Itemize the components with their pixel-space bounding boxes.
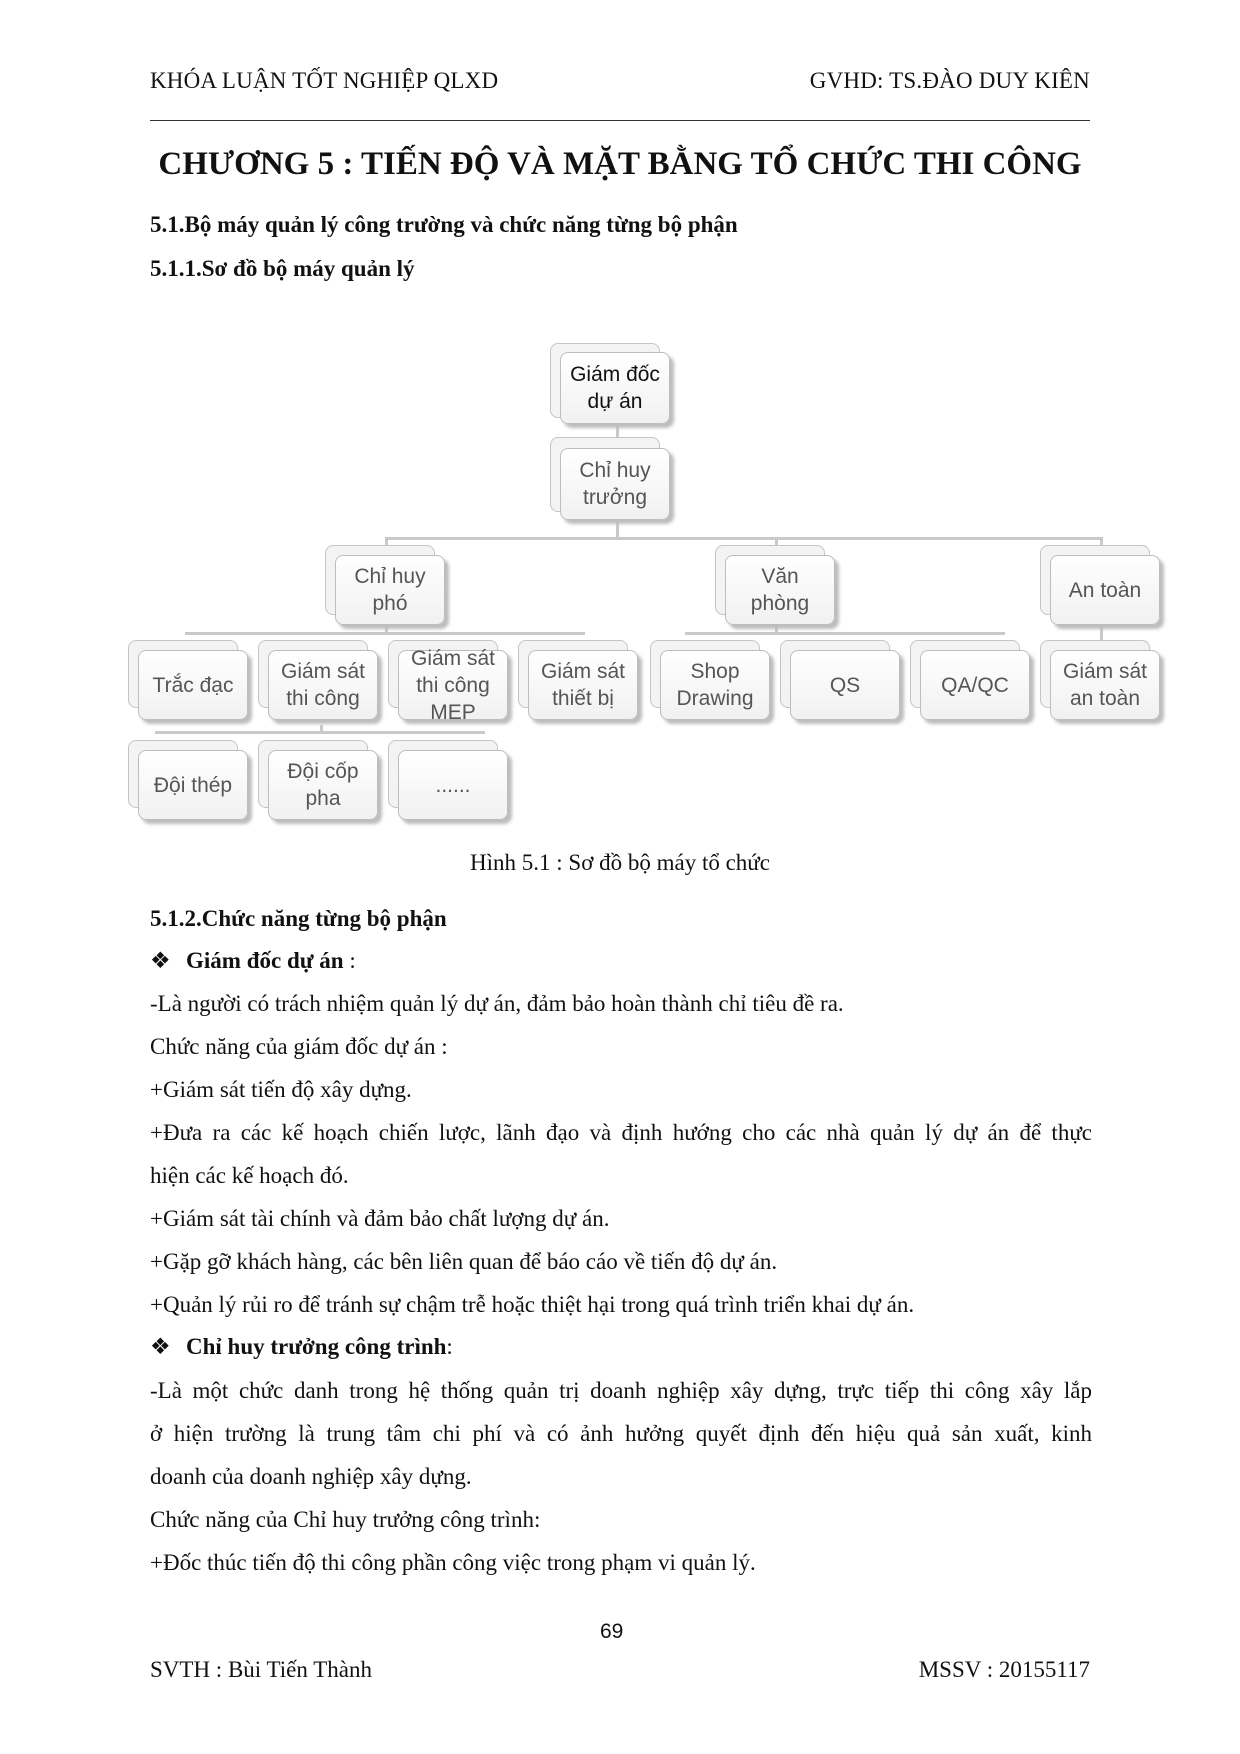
org-box-safety: An toàn — [1050, 555, 1160, 625]
org-box-equipment-supervisor: Giám sát thiết bị — [528, 650, 638, 720]
org-box-qa-qc: QA/QC — [920, 650, 1030, 720]
org-box-mep-supervisor: Giám sát thi công MEP — [398, 650, 508, 720]
connector-line — [385, 537, 1103, 540]
director-function-item-cont: hiện các kế hoạch đó. — [150, 1163, 349, 1188]
footer-right: MSSV : 20155117 — [918, 1657, 1090, 1682]
org-box-office: Văn phòng — [725, 555, 835, 625]
commander-description: ở hiện trường là trung tâm chi phí và có ảnh hưởng quyết định đến hiệu quả sản xuất, kinh — [150, 1421, 1092, 1446]
director-function-item: +Quản lý rủi ro để tránh sự chậm trễ hoặc thiệt hại trong quá trình triển khai dự án. — [150, 1292, 915, 1317]
org-box-construction-supervisor: Giám sát thi công — [268, 650, 378, 720]
section-5-1-heading: 5.1.Bộ máy quản lý công trường và chức năng từng bộ phận — [150, 212, 738, 237]
diamond-bullet-icon: ❖ — [150, 1334, 171, 1359]
org-box-qs: QS — [790, 650, 900, 720]
director-heading: Giám đốc dự án — [186, 948, 344, 973]
commander-description: -Là một chức danh trong hệ thống quản trị doanh nghiệp xây dựng, trực tiếp thi công xây lắp — [150, 1378, 1092, 1403]
connector-line — [685, 632, 1005, 635]
connector-line — [185, 632, 585, 635]
org-box-safety-supervisor: Giám sát an toàn — [1050, 650, 1160, 720]
header-left: KHÓA LUẬN TỐT NGHIỆP QLXD — [150, 68, 499, 93]
org-box-formwork-team: Đội cốp pha — [268, 750, 378, 820]
commander-heading: Chỉ huy trưởng công trình — [186, 1334, 447, 1359]
org-box-deputy-commander: Chỉ huy phó — [335, 555, 445, 625]
section-5-1-1-heading: 5.1.1.Sơ đồ bộ máy quản lý — [150, 256, 415, 281]
connector-line — [616, 520, 619, 538]
page-number: 69 — [600, 1620, 624, 1643]
org-chart — [0, 0, 1240, 840]
header-right: GVHD: TS.ĐÀO DUY KIÊN — [809, 68, 1090, 93]
org-box-surveying: Trắc đạc — [138, 650, 248, 720]
figure-caption: Hình 5.1 : Sơ đồ bộ máy tổ chức — [470, 850, 770, 875]
org-box-shop-drawing: Shop Drawing — [660, 650, 770, 720]
section-5-1-2-heading: 5.1.2.Chức năng từng bộ phận — [150, 906, 447, 931]
commander-functions-title: Chức năng của Chỉ huy trưởng công trình: — [150, 1507, 541, 1532]
diamond-bullet-icon: ❖ — [150, 948, 171, 973]
heading-suffix: : — [446, 1334, 453, 1359]
commander-description: doanh của doanh nghiệp xây dựng. — [150, 1464, 472, 1489]
director-function-item: +Giám sát tiến độ xây dựng. — [150, 1077, 412, 1102]
chapter-title: CHƯƠNG 5 : TIẾN ĐỘ VÀ MẶT BẰNG TỔ CHỨC THI CÔNG — [158, 146, 1082, 182]
heading-suffix: : — [343, 948, 356, 973]
director-function-item: +Giám sát tài chính và đảm bảo chất lượng dự án. — [150, 1206, 610, 1231]
director-function-item: +Đưa ra các kế hoạch chiến lược, lãnh đạo và định hướng cho các nhà quản lý dự án để thực — [150, 1120, 1092, 1145]
director-description: -Là người có trách nhiệm quản lý dự án, đảm bảo hoàn thành chỉ tiêu đề ra. — [150, 991, 844, 1016]
bullet-commander — [150, 1334, 453, 1360]
commander-function-item: +Đốc thúc tiến độ thi công phần công việc trong phạm vi quản lý. — [150, 1550, 756, 1575]
connector-line — [155, 731, 485, 734]
org-box-director: Giám đốc dự án — [560, 352, 670, 424]
footer-left: SVTH : Bùi Tiến Thành — [150, 1657, 372, 1682]
org-box-more: ...... — [398, 750, 508, 820]
org-box-site-commander: Chỉ huy trưởng — [560, 448, 670, 520]
bullet-director — [150, 948, 356, 974]
org-box-steel-team: Đội thép — [138, 750, 248, 820]
director-function-item: +Gặp gỡ khách hàng, các bên liên quan để báo cáo về tiến độ dự án. — [150, 1249, 778, 1274]
director-functions-title: Chức năng của giám đốc dự án : — [150, 1034, 448, 1059]
